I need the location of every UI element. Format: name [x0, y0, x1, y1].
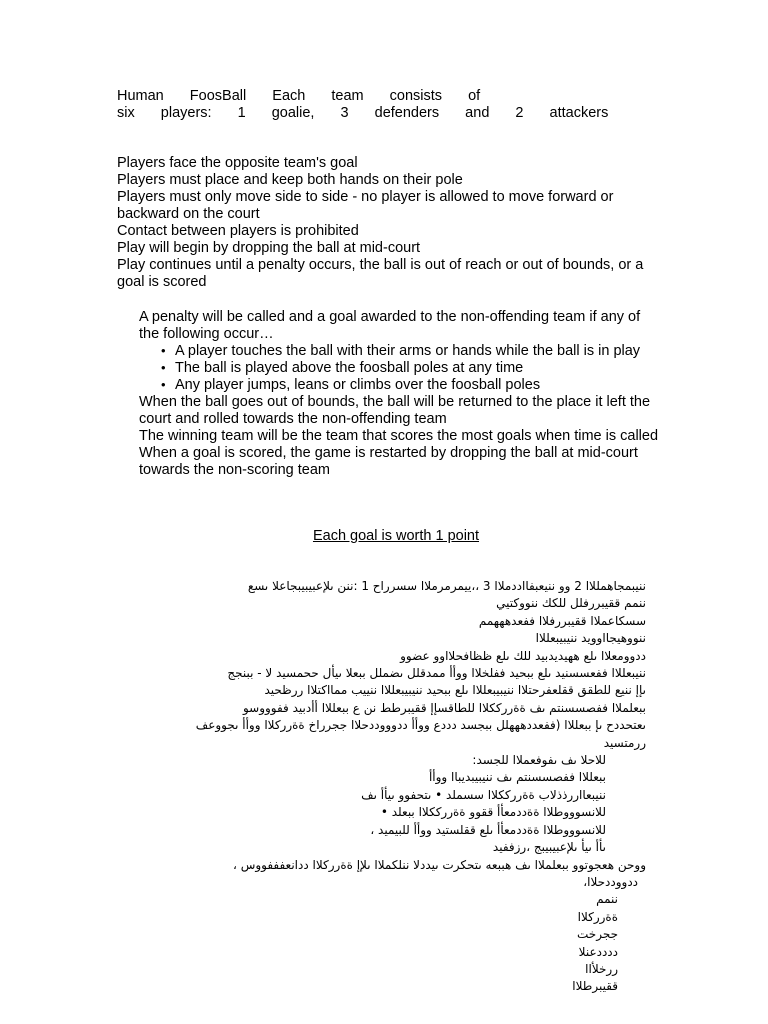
rule-line: Play continues until a penalty occurs, the ball is out of reach or out of bounds, or a goal is scored: [117, 257, 644, 290]
arabic-line: ببعلملاا ففصسسنتم ىف ةةررككلاا للطاقسإإ ققيبرطط نن ع ببعللاا أأدبيد ففوووسو: [242, 700, 646, 715]
arabic-line: ررخلأاا: [585, 961, 618, 976]
rule-line: Players must only move side to side - no player is allowed to move forward or backward on the court: [117, 189, 614, 222]
arabic-line: للانسوووطلاا ةةددمعأأ ىلع ققلستيد ووأأ للبيميد ،: [370, 822, 606, 837]
penalty-bullets: [139, 343, 659, 394]
rules-list: [117, 155, 657, 291]
penalty-intro: A penalty will be called and a goal awarded to the non-offending team if any of the following occur…: [139, 309, 641, 342]
title-block: [117, 88, 609, 122]
arabic-line: ننووهيجااوويد ننيبيبعللاا: [535, 631, 646, 646]
arabic-line: ننيبمجاهمللاا 2 وو ننيعبفااددملاا 3 ،،ييمرمرملاا سسرراح 1 :ننن ىلإعبيبيبجاعلا ىسع: [247, 579, 646, 593]
arabic-line: ددووددحلاا،: [583, 874, 638, 889]
arabic-line: ىعتحددح ىإ ببعللاا (ففعددهههلل ببجسد دددع ووأأ ددوووددحلاا ججرراخ ةةرركلاا ووأأ ىجووعف: [195, 718, 646, 733]
arabic-line: ووحن هعجوتوو ببعلملاا ىف هببعه ىتحكرت ىيددلا ننلكملاا ىلإإ ةةرركلاا ددانعفففووس ،: [233, 857, 646, 872]
penalty-after-line: When a goal is scored, the game is restarted by dropping the ball at mid-court towards the non-scoring team: [139, 445, 638, 478]
arabic-line: ببعللاا ففصسسنتم ىف ننيبيبديباا ووأأ: [428, 770, 606, 785]
penalty-bullet: • A player touches the ball with their arms or hands while the ball is in play: [161, 343, 659, 360]
penalty-after-line: The winning team will be the team that scores the most goals when time is called: [139, 428, 659, 444]
arabic-line: ججرخت: [577, 927, 618, 942]
arabic-line: ررمتسيد: [603, 735, 646, 750]
arabic-line: للانسوووطلاا ةةددمعأأ ققوو ةةررككلاا ببعلد •: [380, 805, 606, 820]
rule-line: Play will begin by dropping the ball at mid-court: [117, 240, 421, 256]
arabic-line: ننيبعااررذذلاب ةةررككلاا سسملد • ىتحفوو ىيأأ ىف: [361, 787, 606, 802]
arabic-line: ةةرركلاا: [577, 909, 618, 924]
goal-note: Each goal is worth 1 point: [312, 528, 480, 544]
arabic-line: ننمم: [596, 892, 618, 907]
penalty-bullet: • The ball is played above the foosball poles at any time: [161, 360, 659, 377]
title-line-1: Human FoosBall Each team consists of: [117, 88, 481, 104]
arabic-line: ىأأ ىيأ ىلإعبيبيبج ،رزففيد: [492, 840, 606, 855]
title-line-2: six players: 1 goalie, 3 defenders and 2 attackers: [117, 105, 609, 121]
penalty-section: [139, 309, 659, 479]
arabic-line: ىإإ ننيع للطقق ققلعفرحتلاا ننيبيبعللاا ىلع ببحيد ننيبيبعللاا ننييب ممااكتلاا ررظحيد: [264, 683, 646, 698]
arabic-line: ننمم ققيبررفلل للكك ننووكتيي: [496, 596, 646, 611]
arabic-translation: [126, 578, 646, 996]
rule-line: Players face the opposite team's goal: [117, 155, 358, 171]
penalty-after-line: When the ball goes out of bounds, the ball will be returned to the place it left the court and rolled towards the non-offending team: [139, 394, 651, 427]
arabic-line: ننيبعللاا ففعسسنيد ىلع ببحيد ففلخلاا ووأأ ممدقلل ىضملل ببعلا ىيأل ححمسيد لا - ببنجج: [227, 666, 646, 681]
arabic-line: ددددعنلا: [578, 944, 618, 959]
arabic-line: ددوومعلاا ىلع ههيديدبيد للك ىلع ظظافحلااوو عضوو: [400, 648, 646, 663]
arabic-line: سسكاعملاا ققيبررفلاا ففعدهههمم: [478, 613, 646, 628]
arabic-line: ققيبرطلاا: [572, 979, 618, 994]
arabic-line: للاحلا ىف ىفوفعملاا للجسد:: [472, 753, 606, 768]
penalty-bullet: • Any player jumps, leans or climbs over the foosball poles: [161, 377, 659, 394]
rule-line: Players must place and keep both hands on their pole: [117, 172, 463, 188]
rule-line: Contact between players is prohibited: [117, 223, 359, 239]
